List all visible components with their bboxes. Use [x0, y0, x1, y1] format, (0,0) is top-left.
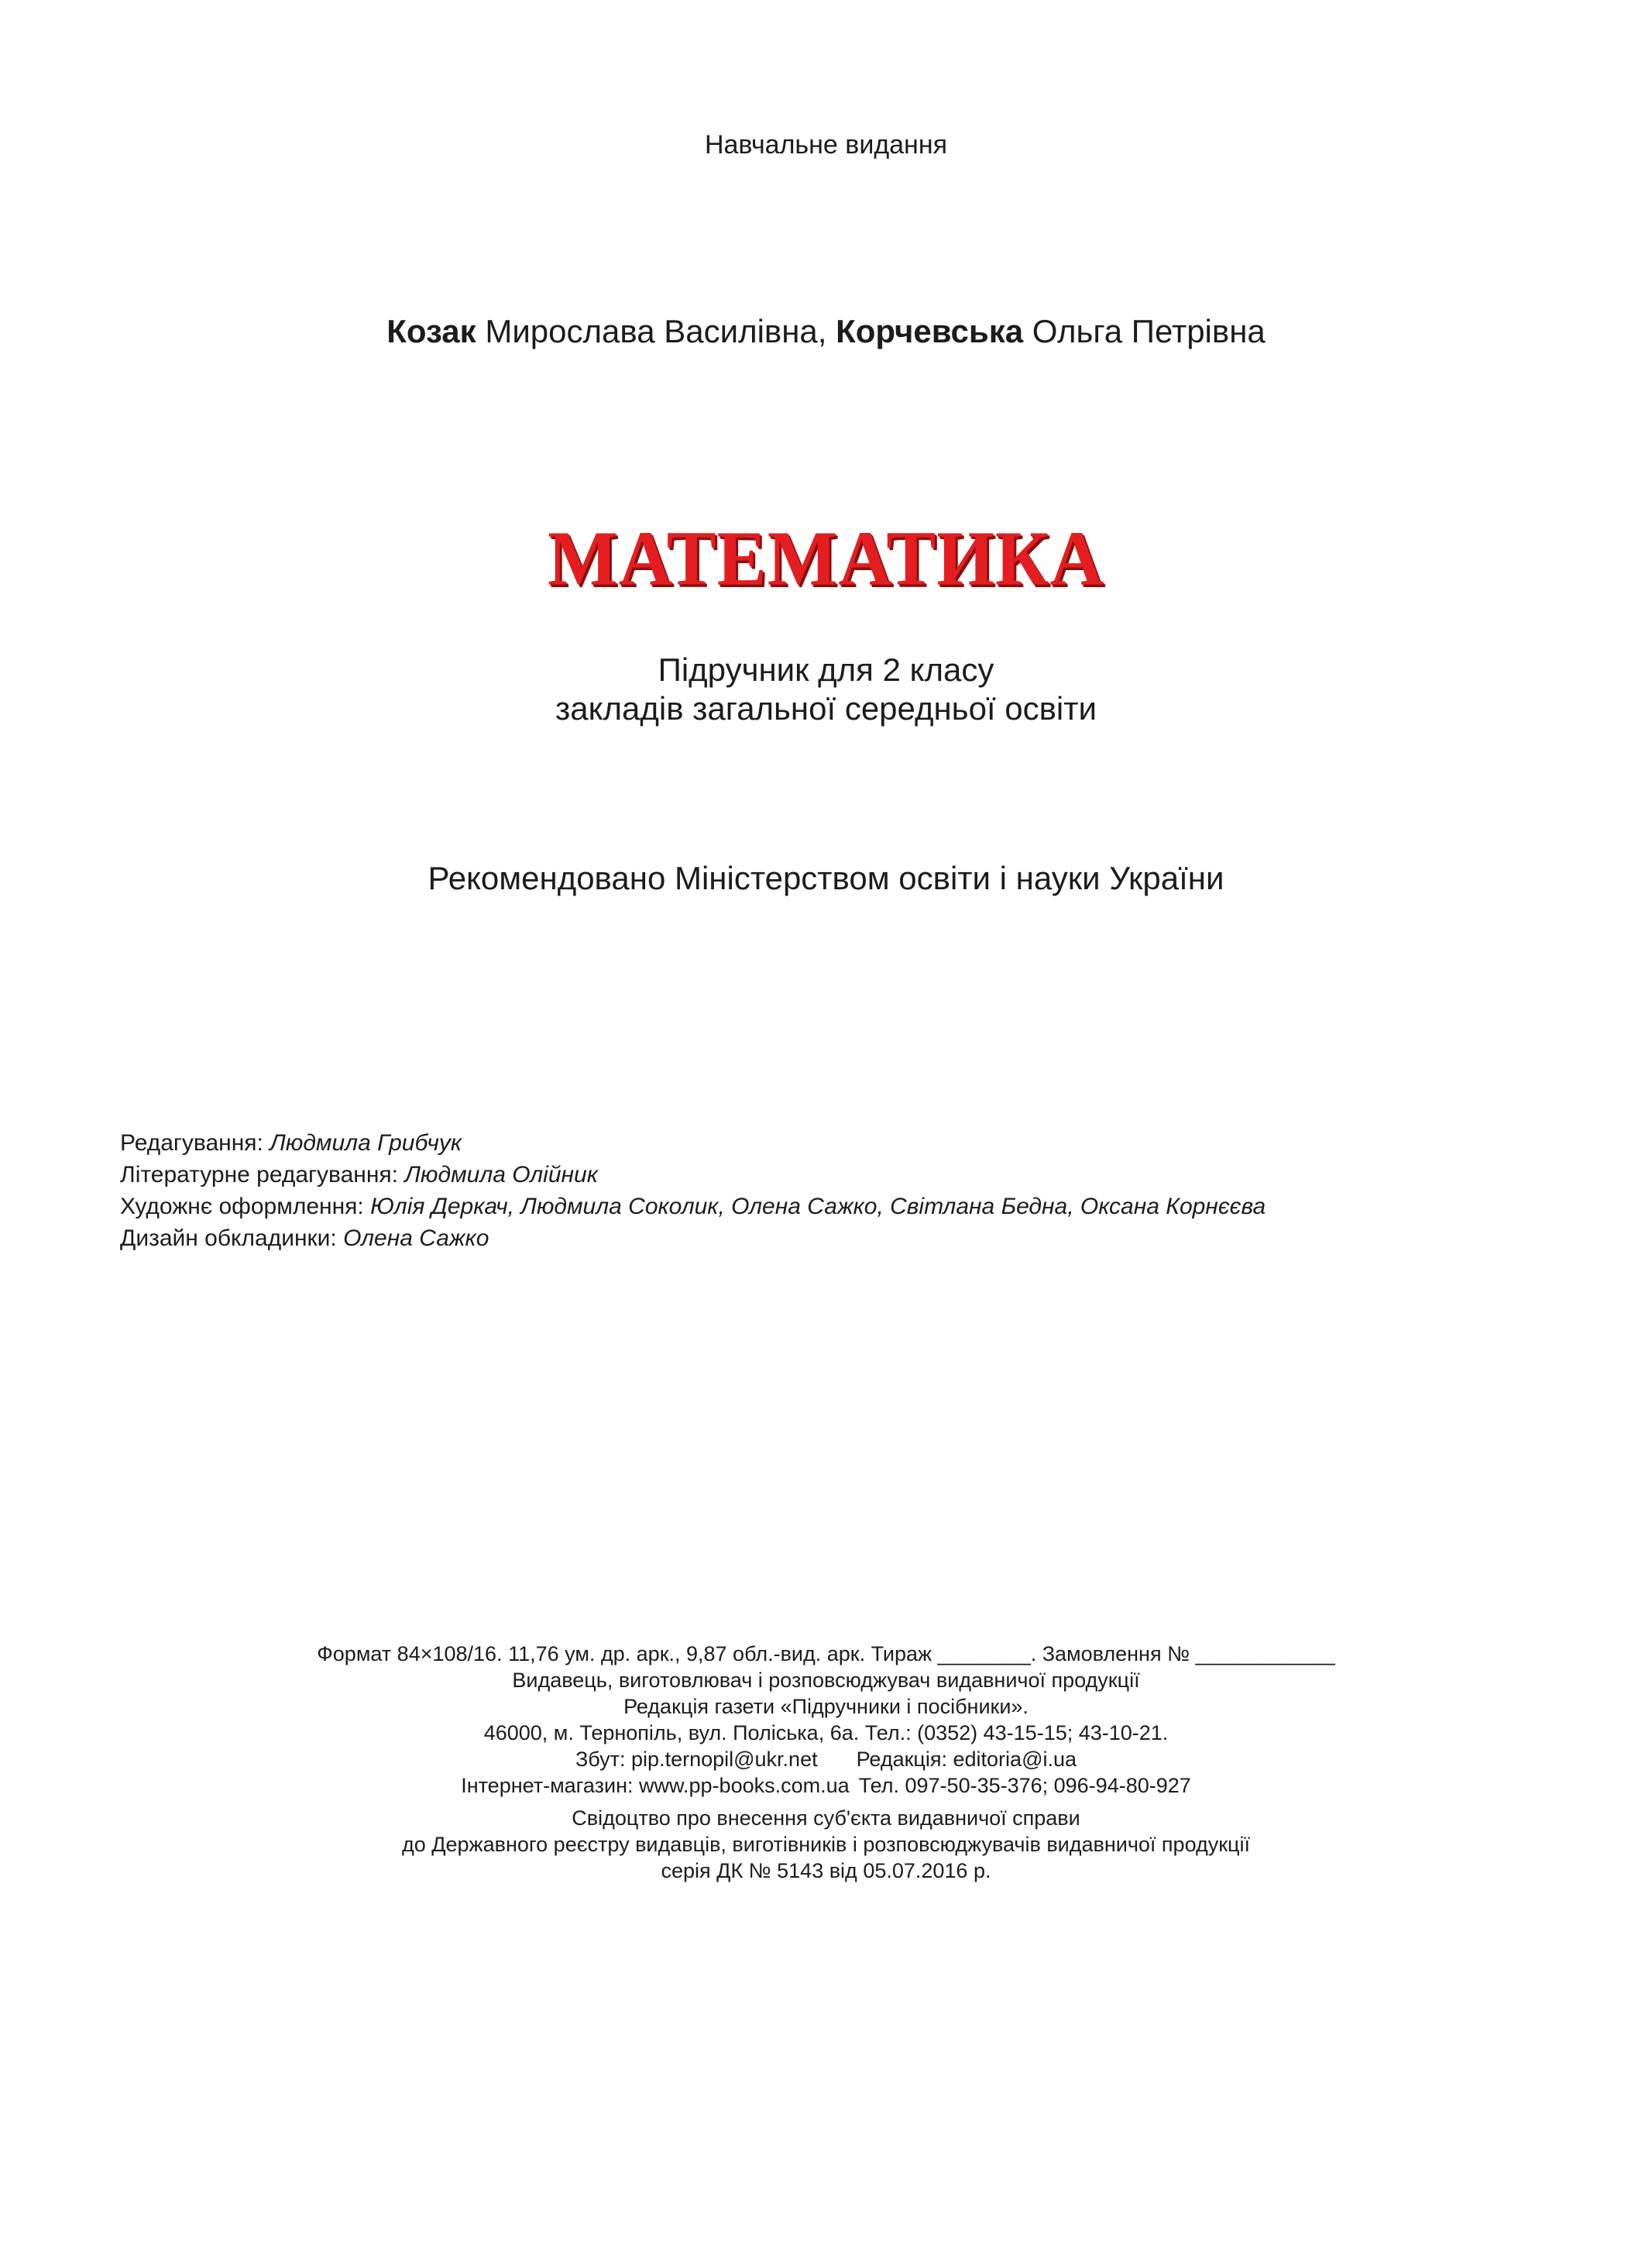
imprint-address-line: 46000, м. Тернопіль, вул. Поліська, 6а. Тел.: (0352) 43-15-15; 43-10-21. [483, 1721, 1169, 1744]
credit-label: Редагування: [120, 1130, 263, 1156]
credit-value: Олена Сажко [343, 1225, 489, 1251]
credits-block [120, 1127, 1266, 1254]
imprint-sales-email: Збут: pip.ternopil@ukr.net [575, 1748, 818, 1771]
author-separator: , [817, 313, 827, 349]
imprint-editorial-email: Редакція: editoria@i.ua [856, 1748, 1077, 1771]
authors-line [0, 313, 1652, 350]
imprint-block [0, 1641, 1652, 1884]
imprint-certificate-line-2: до Державного реєстру видавців, виготівників і розповсюджувачів видавничої продукції [401, 1833, 1251, 1856]
book-title: МАТЕМАТИКА [548, 514, 1104, 602]
imprint-certificate-line-3: серія ДК № 5143 від 05.07.2016 р. [661, 1859, 991, 1882]
imprint-contacts-line [0, 1746, 1652, 1772]
credit-value: Юлія Деркач, Людмила Соколик, Олена Сажко, Світлана Бедна, Оксана Корнєєва [370, 1194, 1266, 1219]
credit-value: Людмила Грибчук [270, 1130, 462, 1156]
credit-label: Художнє оформлення: [120, 1194, 364, 1219]
imprint-shop-phones: Тел. 097-50-35-376; 096-94-80-927 [858, 1774, 1191, 1797]
imprint-editorial-line: Редакція газети «Підручники і посібники». [623, 1695, 1029, 1718]
edition-type: Навчальне видання [704, 130, 948, 160]
credit-row-cover-design [120, 1222, 1266, 1254]
credit-row-editing [120, 1127, 1266, 1159]
imprint-shop: Інтернет-магазин: www.pp-books.com.ua [461, 1774, 850, 1797]
author2-surname: Корчевська [836, 313, 1024, 349]
credit-label: Літературне редагування: [120, 1162, 399, 1188]
credit-value: Людмила Олійник [404, 1162, 598, 1188]
subtitle-line-2: закладів загальної середньої освіти [555, 690, 1097, 727]
imprint-publisher-line: Видавець, виготовлювач і розповсюджувач видавничої продукції [512, 1669, 1140, 1692]
imprint-shop-line [0, 1772, 1652, 1799]
imprint-certificate-line-1: Свідоцтво про внесення суб'єкта видавничої справи [572, 1806, 1080, 1830]
imprint-format-line: Формат 84×108/16. 11,76 ум. др. арк., 9,87 обл.-вид. арк. Тираж ________. Замовлення № ____________ [317, 1642, 1335, 1665]
credit-row-literary-editing [120, 1159, 1266, 1191]
subtitle-line-1: Підручник для 2 класу [658, 651, 994, 688]
author2-name: Ольга Петрівна [1032, 313, 1266, 349]
author1-name: Мирослава Василівна [485, 313, 818, 349]
credit-label: Дизайн обкладинки: [120, 1225, 337, 1251]
author1-surname: Козак [386, 313, 476, 349]
ministry-recommendation: Рекомендовано Міністерством освіти і науки України [428, 860, 1224, 896]
credit-row-art-design [120, 1191, 1266, 1222]
